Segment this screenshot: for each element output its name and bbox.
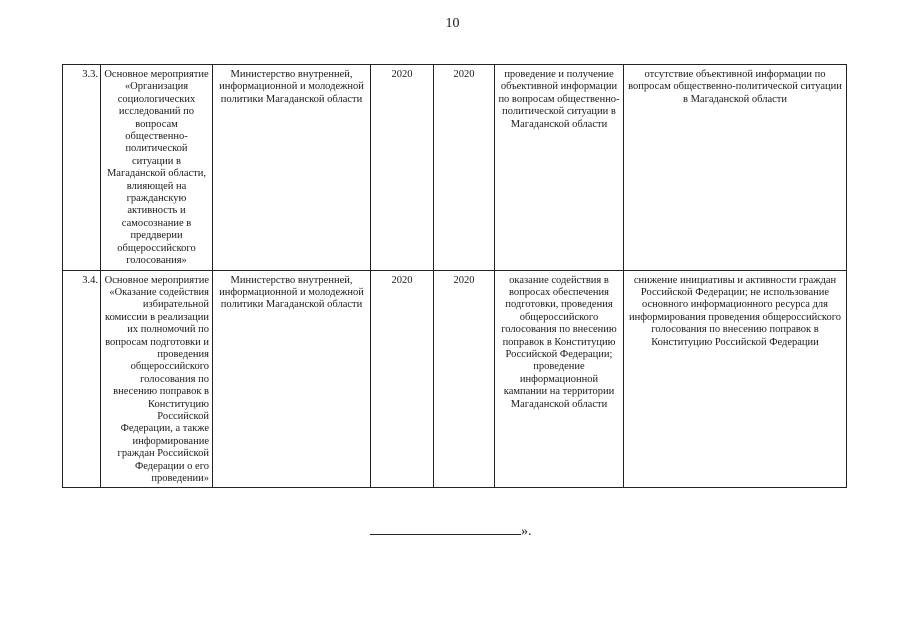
start-year-cell: 2020 <box>371 270 434 488</box>
event-cell: Основное мероприятие «Организация социологических исследований по вопросам общественно-политической ситуации в Магаданской области, влияющей на гражданскую активность и самосознание в преддверии общероссийского голосования» <box>101 65 213 271</box>
executor-cell: Министерство внутренней, информационной и молодежной политики Магаданской области <box>213 270 371 488</box>
end-year-cell: 2020 <box>434 65 495 271</box>
program-activities-table <box>62 64 847 488</box>
consequences-cell: снижение инициативы и активности граждан Российской Федерации; не использование основного информационного ресурса для информирования проведения общероссийского голосования по внесению поправок в Конституцию Российской Федерации <box>624 270 847 488</box>
row-number: 3.3. <box>63 65 101 271</box>
table-row <box>63 65 847 271</box>
start-year-cell: 2020 <box>371 65 434 271</box>
signature-rule <box>370 522 521 535</box>
executor-cell: Министерство внутренней, информационной и молодежной политики Магаданской области <box>213 65 371 271</box>
closing-quote: ». <box>521 524 532 539</box>
end-year-cell: 2020 <box>434 270 495 488</box>
page-number: 10 <box>445 16 460 31</box>
result-cell: оказание содействия в вопросах обеспечения подготовки, проведения общероссийского голосования по внесению поправок в Конституцию Российской Федерации; проведение информационной кампании на территории Магаданской области <box>495 270 624 488</box>
row-number: 3.4. <box>63 270 101 488</box>
event-cell: Основное мероприятие «Оказание содействия избирательной комиссии в реализации их полномочий по вопросам подготовки и проведения общероссийского голосования по внесению поправок в Конституцию Российской Федерации, а также информирование граждан Российской Федерации о его проведении» <box>101 270 213 488</box>
consequences-cell: отсутствие объективной информации по вопросам общественно-политической ситуации в Магаданской области <box>624 65 847 271</box>
result-cell: проведение и получение объективной информации по вопросам общественно-политической ситуации в Магаданской области <box>495 65 624 271</box>
table-row <box>63 270 847 488</box>
closing-line <box>370 522 532 540</box>
